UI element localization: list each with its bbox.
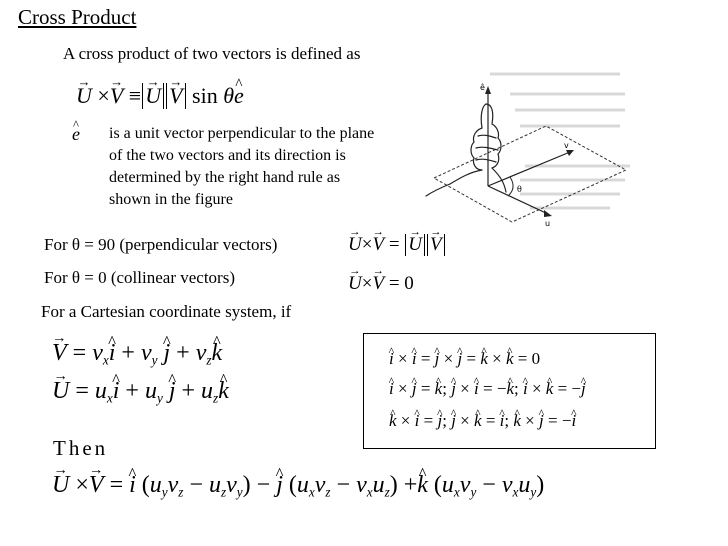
v-component-equation: → $V = v_x\^{}$ $i + v_y$ ^ $j + v_z\^{}$ k bbox=[52, 340, 222, 369]
collinear-label: For θ = 0 (collinear vectors) bbox=[44, 268, 235, 287]
right-hand-rule-figure bbox=[420, 66, 632, 232]
unit-vector-symbol: ^ e bbox=[72, 124, 80, 145]
cartesian-intro: For a Cartesian coordinate system, if bbox=[41, 302, 292, 321]
then-label: Then bbox=[53, 436, 109, 460]
perpendicular-label: For θ = 90 (perpendicular vectors) bbox=[44, 235, 278, 254]
unit-rule-line-1: ^ i × ^ i = ^ j × ^ j = ^ k × ^ k = 0 bbox=[389, 349, 540, 369]
unit-rule-line-2: ^ i × ^ j = ^ k; ^ j × ^ i = −^ k; ^ i × ^ k = −^ j bbox=[389, 379, 586, 399]
label-e: ê bbox=[480, 83, 485, 92]
unit-vector-description bbox=[109, 123, 419, 211]
faint-background-text bbox=[490, 74, 630, 208]
description-line: determined by the right hand rule as bbox=[109, 169, 341, 186]
description-line: is a unit vector perpendicular to the plane bbox=[109, 125, 375, 142]
intro-text: A cross product of two vectors is defined as bbox=[63, 44, 361, 63]
collinear-equation: → U×→ V = 0 bbox=[348, 273, 414, 295]
cross-product-result: → U ×→ V = ^ i $(u_yv_z - u_zv_y)$ − ^ j $(u_xv_z - v_xu_z)$ +^ k $(u_xv_y - v_xu_y)$ bbox=[52, 472, 544, 501]
label-theta: θ bbox=[517, 185, 522, 194]
theta-arc bbox=[508, 177, 513, 196]
definition-equation: → U ×→ V ≡→ U→ V sin θ^ e bbox=[76, 83, 244, 109]
description-line: of the two vectors and its direction is bbox=[109, 147, 346, 164]
description-line: shown in the figure bbox=[109, 191, 233, 208]
u-component-equation: → $U = u_x\^{}$ $i + u_y$ ^ $j + u_z\^{}$ k bbox=[52, 378, 229, 407]
label-v: v bbox=[564, 141, 569, 150]
unit-rule-line-3: ^ k × ^ i = ^ j; ^ j × ^ k = ^ i; ^ k × ^ j = −^ i bbox=[389, 411, 576, 431]
unit-vector-rules-box bbox=[363, 333, 656, 449]
label-u: u bbox=[545, 219, 551, 228]
page-title: Cross Product bbox=[18, 5, 137, 29]
perpendicular-equation: → U×→ V = → U→ V bbox=[348, 234, 446, 256]
